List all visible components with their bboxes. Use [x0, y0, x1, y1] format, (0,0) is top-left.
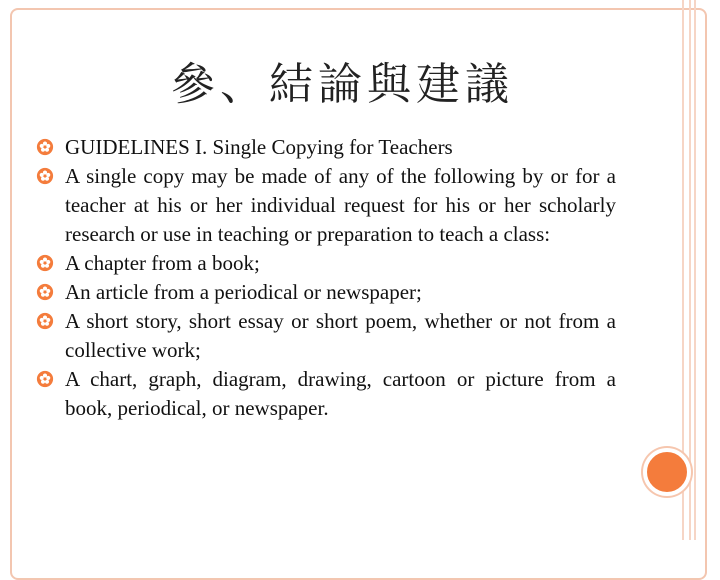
list-item	[36, 133, 616, 162]
list-item	[36, 278, 616, 307]
decorative-orb	[643, 448, 691, 496]
list-item-text: GUIDELINES I. Single Copying for Teachers	[65, 135, 453, 159]
list-item-text: An article from a periodical or newspaper;	[65, 280, 422, 304]
list-item-text: A chart, graph, diagram, drawing, cartoon or picture from a book, periodical, or newspaper.	[65, 367, 616, 420]
flower-bullet-icon	[36, 167, 54, 185]
list-item	[36, 249, 616, 278]
flower-bullet-icon	[36, 370, 54, 388]
list-item-text: A single copy may be made of any of the following by or for a teacher at his or her individual request for his or her scholarly research or use in teaching or preparation to teach a class:	[65, 164, 616, 246]
decorative-rail-line	[689, 0, 691, 540]
bullet-list	[36, 133, 616, 423]
decorative-rail-line	[694, 0, 696, 540]
flower-bullet-icon	[36, 138, 54, 156]
slide-title: 參、結論與建議	[171, 59, 514, 110]
list-item-text: A short story, short essay or short poem, whether or not from a collective work;	[65, 309, 616, 362]
list-item	[36, 162, 616, 249]
list-item	[36, 307, 616, 365]
flower-bullet-icon	[36, 254, 54, 272]
list-item	[36, 365, 616, 423]
flower-bullet-icon	[36, 283, 54, 301]
flower-bullet-icon	[36, 312, 54, 330]
list-item-text: A chapter from a book;	[65, 251, 260, 275]
